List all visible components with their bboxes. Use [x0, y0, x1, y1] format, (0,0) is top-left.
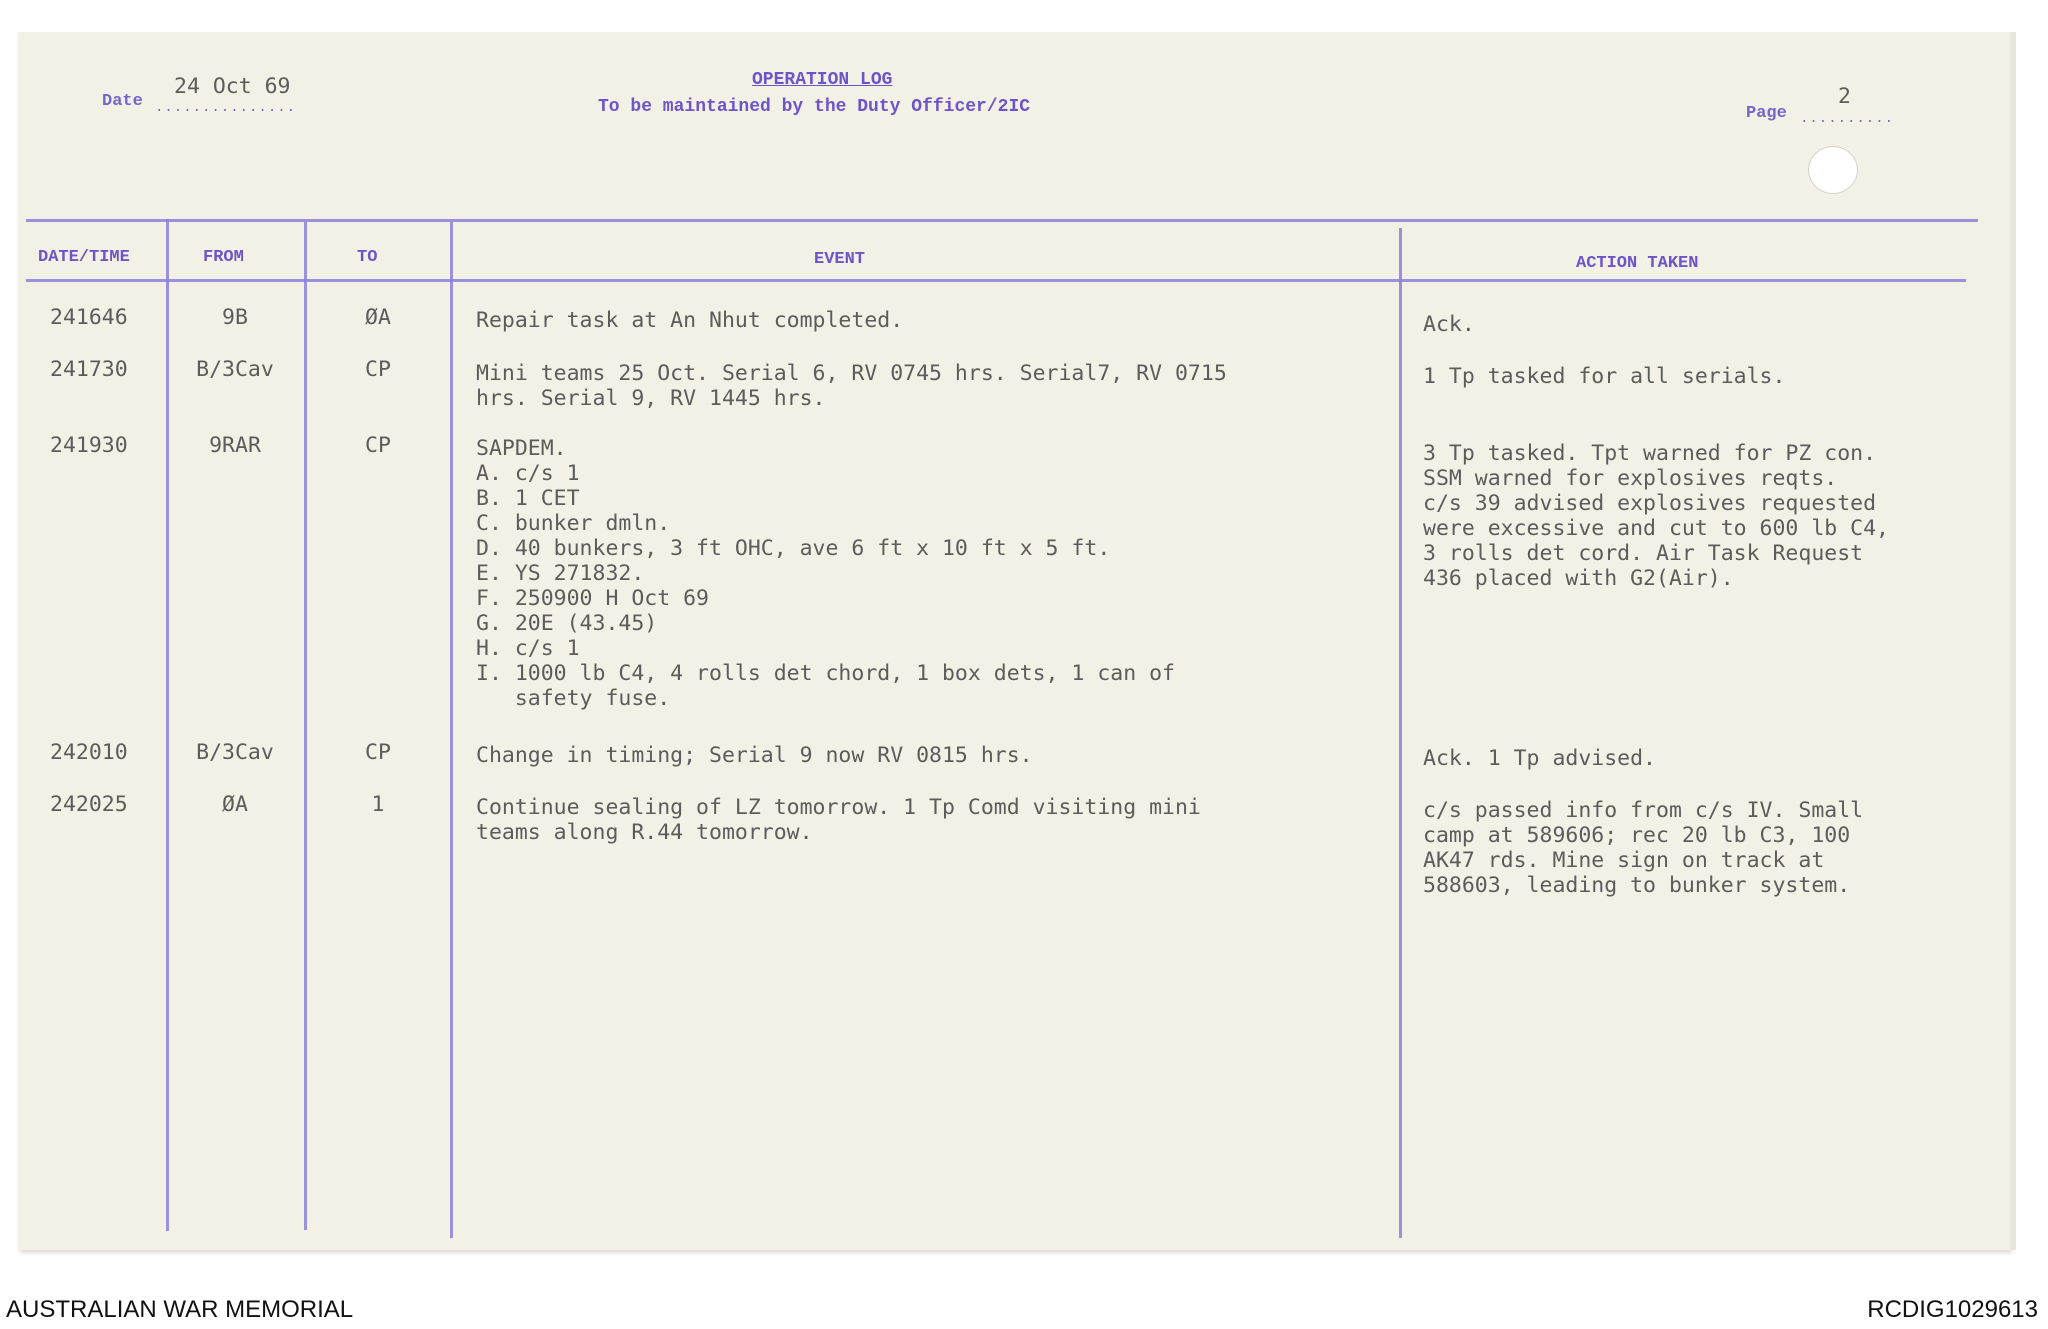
row2-event: Mini teams 25 Oct. Serial 6, RV 0745 hrs. Serial7, RV 0715 hrs. Serial 9, RV 1445 hrs. — [476, 361, 1227, 411]
col-header-from: FROM — [203, 248, 244, 267]
row2-time: 241730 — [50, 357, 128, 382]
log-title: OPERATION LOG — [752, 70, 893, 90]
col-divider-1 — [166, 219, 169, 1231]
header-bottom-rule — [26, 279, 1966, 282]
row4-action: Ack. 1 Tp advised. — [1423, 746, 1656, 771]
row5-event: Continue sealing of LZ tomorrow. 1 Tp Comd visiting mini teams along R.44 tomorrow. — [476, 795, 1201, 845]
row3-from: 9RAR — [209, 433, 261, 458]
col-header-to: TO — [357, 248, 378, 267]
row4-to: CP — [365, 740, 391, 765]
col-header-action: ACTION TAKEN — [1576, 254, 1699, 273]
row1-action: Ack. — [1423, 312, 1475, 337]
page-dots: .......... — [1800, 111, 1895, 127]
log-subtitle: To be maintained by the Duty Officer/2IC — [598, 97, 1031, 117]
col-divider-2 — [304, 222, 307, 1230]
row3-to: CP — [365, 433, 391, 458]
col-header-event: EVENT — [814, 250, 866, 269]
row1-time: 241646 — [50, 305, 128, 330]
page-label: Page — [1746, 104, 1787, 123]
row4-event: Change in timing; Serial 9 now RV 0815 hrs. — [476, 743, 1033, 768]
row2-to: CP — [365, 357, 391, 382]
row3-event: SAPDEM. A. c/s 1 B. 1 CET C. bunker dmln. D. 40 bunkers, 3 ft OHC, ave 6 ft x 10 ft x 5 ft. E. YS 271832. F. 250900 H Oct 69 G. 20E (43.45) H. c/s 1 I. 1000 lb C4, 4 rolls det chord, 1 box dets, 1 can of safety fuse. — [476, 436, 1175, 711]
date-value: 24 Oct 69 — [174, 74, 291, 99]
row3-action: 3 Tp tasked. Tpt warned for PZ con. SSM warned for explosives reqts. c/s 39 advised explosives requested were excessive and cut to 600 lb C4, 3 rolls det cord. Air Task Request 436 placed with G2(Air). — [1423, 441, 1889, 591]
row2-action: 1 Tp tasked for all serials. — [1423, 364, 1786, 389]
row5-to: 1 — [371, 792, 385, 817]
row1-from: 9B — [222, 305, 248, 330]
col-divider-4 — [1399, 228, 1402, 1238]
row2-from: B/3Cav — [196, 357, 274, 382]
date-label: Date — [102, 92, 143, 111]
sheet-edge — [2010, 32, 2016, 1250]
col-header-datetime: DATE/TIME — [38, 248, 130, 267]
table-top-rule — [26, 219, 1978, 222]
date-dots: ............... — [155, 100, 297, 116]
page-value: 2 — [1838, 84, 1851, 109]
row3-time: 241930 — [50, 433, 128, 458]
row4-time: 242010 — [50, 740, 128, 765]
row4-from: B/3Cav — [196, 740, 274, 765]
row1-to: ØA — [365, 305, 391, 330]
row1-event: Repair task at An Nhut completed. — [476, 308, 904, 333]
footer-archive-id: RCDIG1029613 — [1867, 1296, 2038, 1323]
row5-from: ØA — [222, 792, 248, 817]
row5-action: c/s passed info from c/s IV. Small camp at 589606; rec 20 lb C3, 100 AK47 rds. Mine sign on track at 588603, leading to bunker system. — [1423, 798, 1864, 898]
punch-hole — [1808, 146, 1858, 194]
col-divider-3 — [450, 222, 453, 1238]
footer-archive-name: AUSTRALIAN WAR MEMORIAL — [6, 1296, 354, 1323]
row5-time: 242025 — [50, 792, 128, 817]
